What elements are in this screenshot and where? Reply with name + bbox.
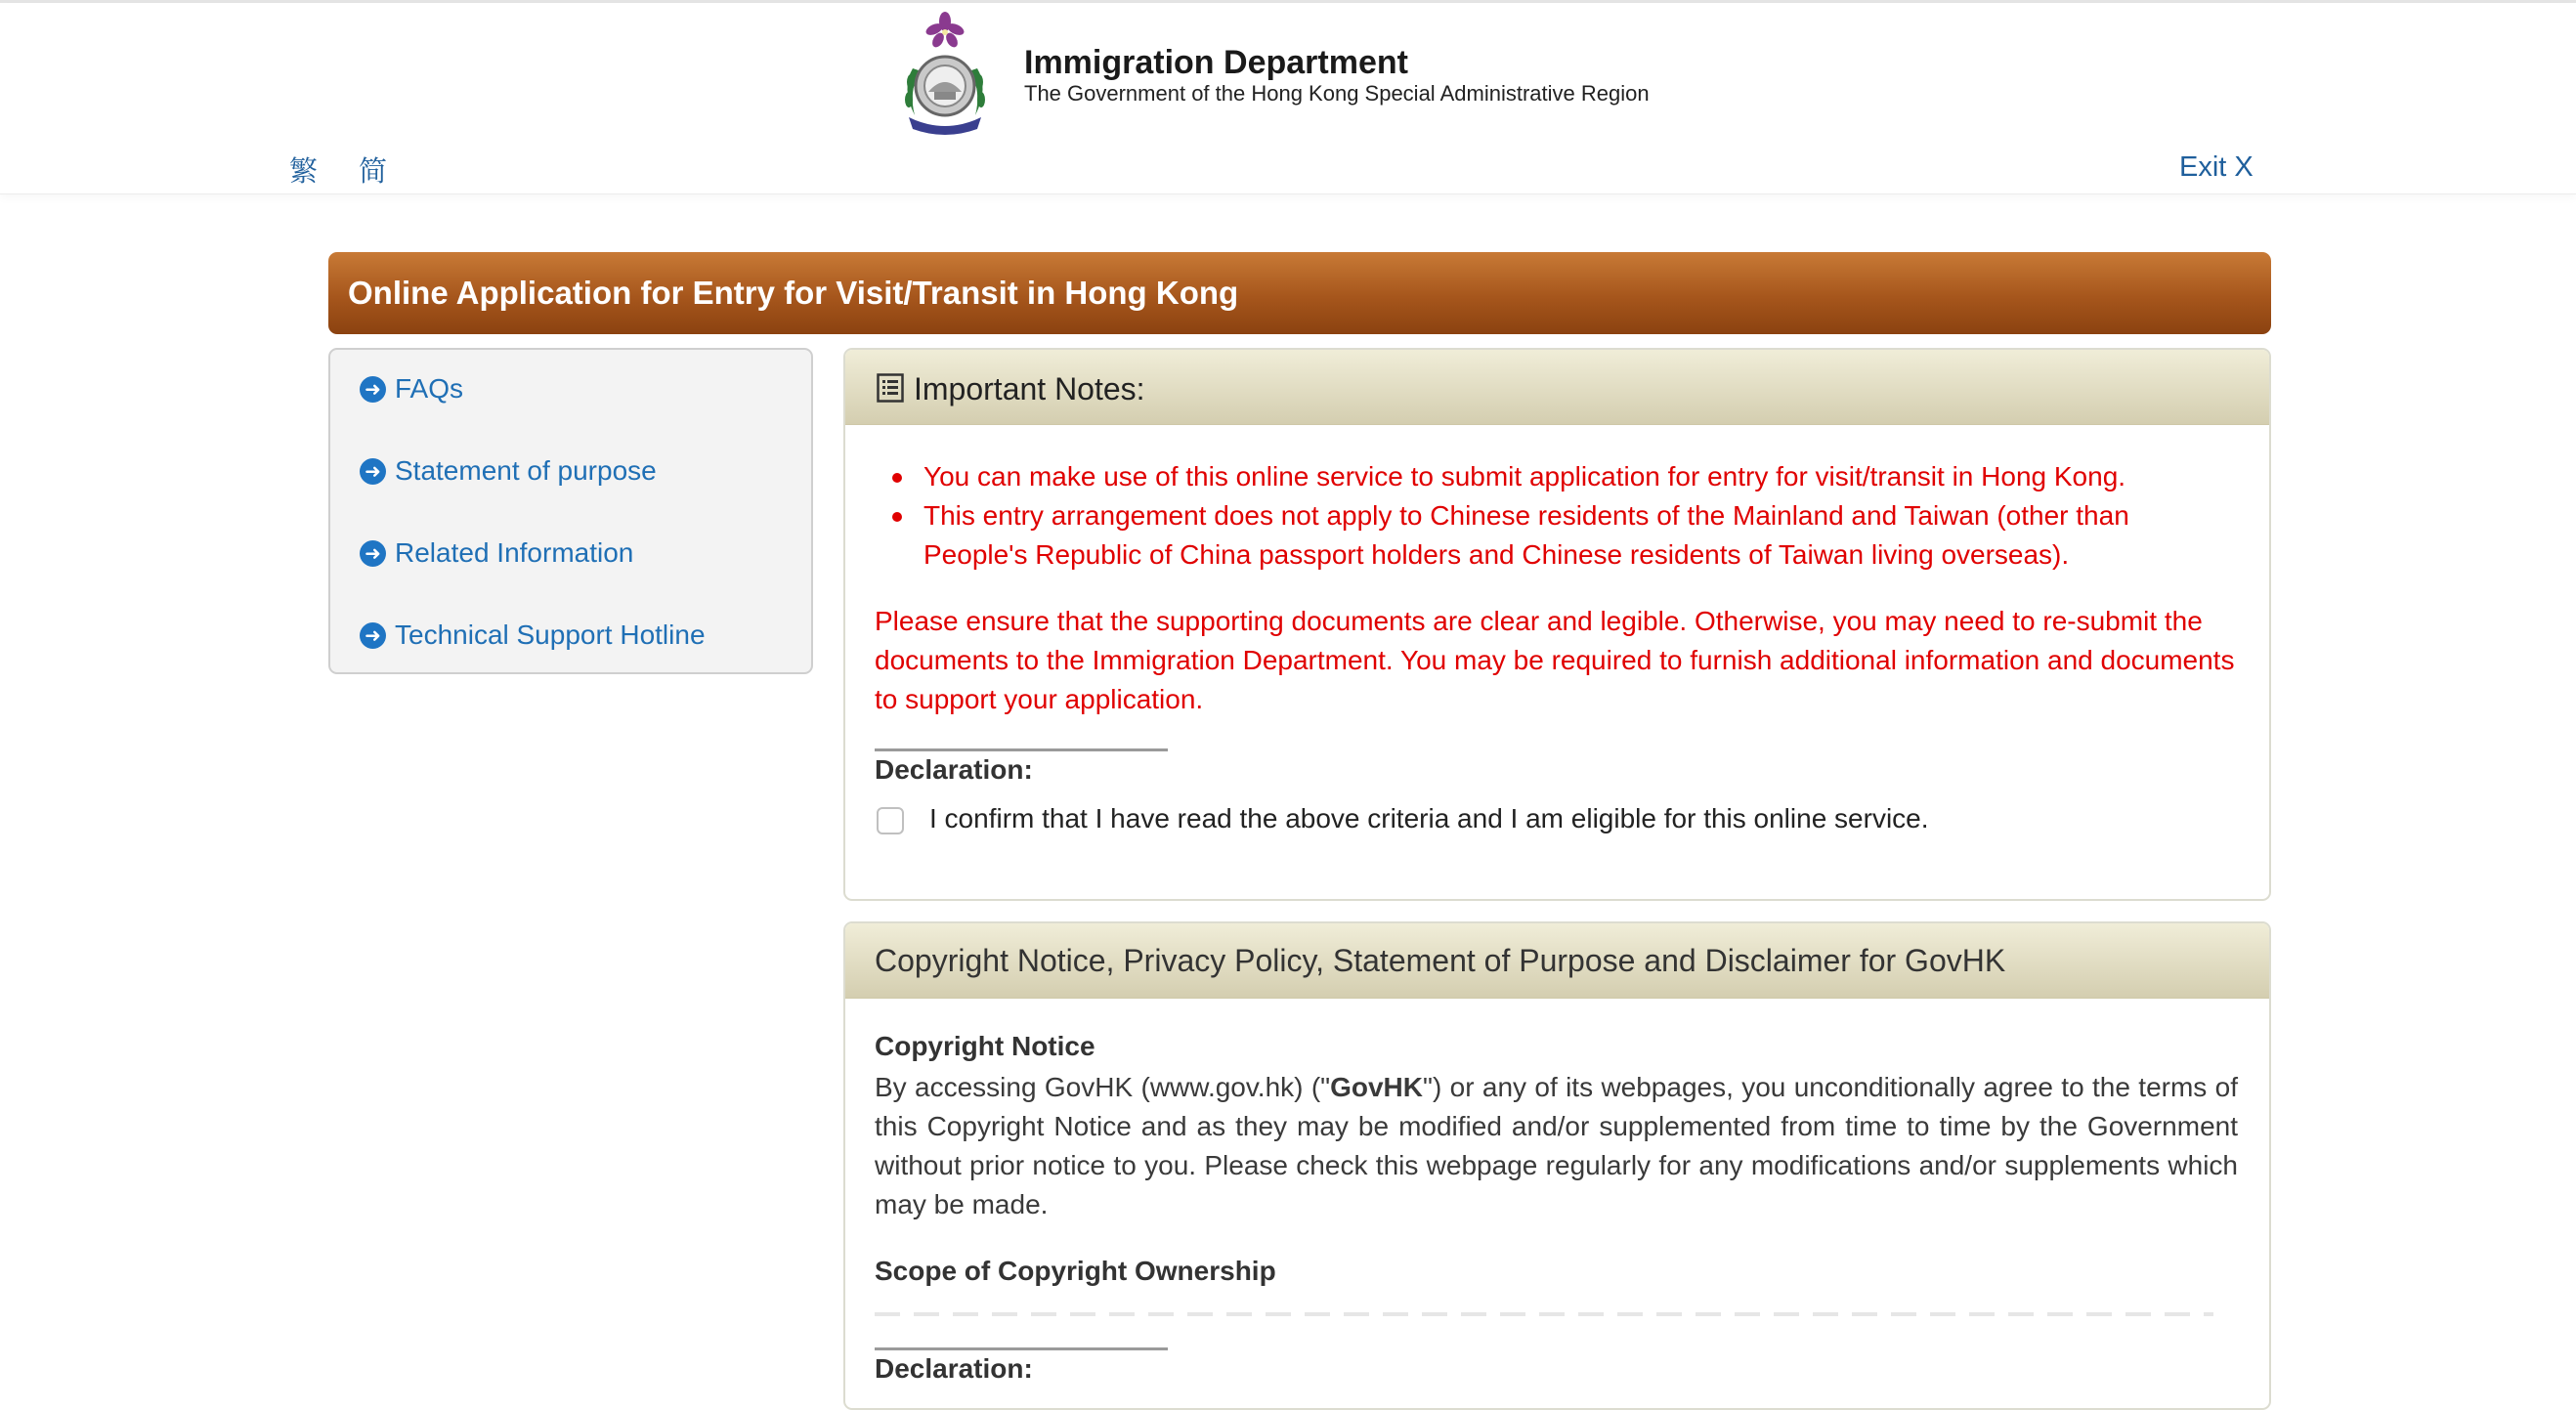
traditional-chinese-link[interactable]: 繁 xyxy=(289,156,319,188)
sidebar xyxy=(328,348,813,674)
sidebar-item-label: FAQs xyxy=(395,373,464,404)
sidebar-item-statement-of-purpose[interactable] xyxy=(360,455,657,487)
copyright-notice-heading: Copyright Notice xyxy=(875,1031,1095,1061)
truncated-text xyxy=(875,1312,2213,1316)
declaration-divider xyxy=(875,748,1168,751)
page-title: Online Application for Entry for Visit/Transit in Hong Kong xyxy=(348,275,1239,311)
notes-bullet: This entry arrangement does not apply to Chinese residents of the Mainland and Taiwan (other than People's Republic of China passport holders and Chinese residents of Taiwan living overseas). xyxy=(888,496,2198,575)
govhk-bold: GovHK xyxy=(1330,1072,1423,1102)
sidebar-item-label: Related Information xyxy=(395,537,634,568)
arrow-right-circle-icon: ➜ xyxy=(360,622,386,649)
important-notes-header xyxy=(845,350,2269,425)
arrow-right-circle-icon: ➜ xyxy=(360,376,386,403)
supporting-documents-warning: Please ensure that the supporting documents are clear and legible. Otherwise, you may need to re-submit the documents to the Immigration Department. You may be required to furnish additional information and documents to support your application. xyxy=(875,606,2235,714)
simplified-chinese-link[interactable]: 简 xyxy=(359,156,388,188)
notes-list xyxy=(888,457,2198,575)
declaration-label: Declaration: xyxy=(875,754,1033,785)
copyright-panel xyxy=(843,921,2271,1410)
sidebar-item-label: Technical Support Hotline xyxy=(395,620,706,650)
copyright-title: Copyright Notice, Privacy Policy, Statement of Purpose and Disclaimer for GovHK xyxy=(875,943,2006,978)
exit-link[interactable]: Exit X xyxy=(2179,151,2254,183)
department-subtitle: The Government of the Hong Kong Special Administrative Region xyxy=(1024,81,1650,106)
confirm-eligibility-checkbox[interactable] xyxy=(877,807,904,834)
copyright-header xyxy=(845,923,2269,999)
sidebar-item-faqs[interactable] xyxy=(360,373,463,405)
declaration-divider xyxy=(875,1347,1168,1350)
scope-heading: Scope of Copyright Ownership xyxy=(875,1256,1276,1286)
page-title-bar xyxy=(328,252,2271,334)
important-notes-title: Important Notes: xyxy=(914,371,1145,406)
sidebar-item-label: Statement of purpose xyxy=(395,455,657,486)
notes-bullet: You can make use of this online service to submit application for entry for visit/transit in Hong Kong. xyxy=(888,457,2198,496)
immigration-emblem-icon xyxy=(891,10,999,139)
copyright-notice-text xyxy=(875,1068,2238,1224)
sidebar-item-related-information[interactable] xyxy=(360,537,633,569)
arrow-right-circle-icon: ➜ xyxy=(360,458,386,485)
copyright-declaration-label: Declaration: xyxy=(875,1353,1033,1384)
list-document-icon xyxy=(877,373,904,403)
copyright-text-start: By accessing GovHK (www.gov.hk) (" xyxy=(875,1072,1331,1102)
site-header xyxy=(0,3,2576,194)
copyright-text-rest: ") or any of its webpages, you unconditionally agree to the terms of this Copyright Notice and as they may be modified and/or supplemented from time to time by the Government without prior notice to you. Please check this webpage regularly for any modifications and/or supplements which may be made. xyxy=(875,1072,2238,1219)
important-notes-panel xyxy=(843,348,2271,901)
confirm-eligibility-label[interactable]: I confirm that I have read the above criteria and I am eligible for this online service. xyxy=(929,803,1929,833)
department-name: Immigration Department xyxy=(1024,44,1408,81)
arrow-right-circle-icon: ➜ xyxy=(360,540,386,567)
sidebar-item-technical-support-hotline[interactable] xyxy=(360,620,706,651)
